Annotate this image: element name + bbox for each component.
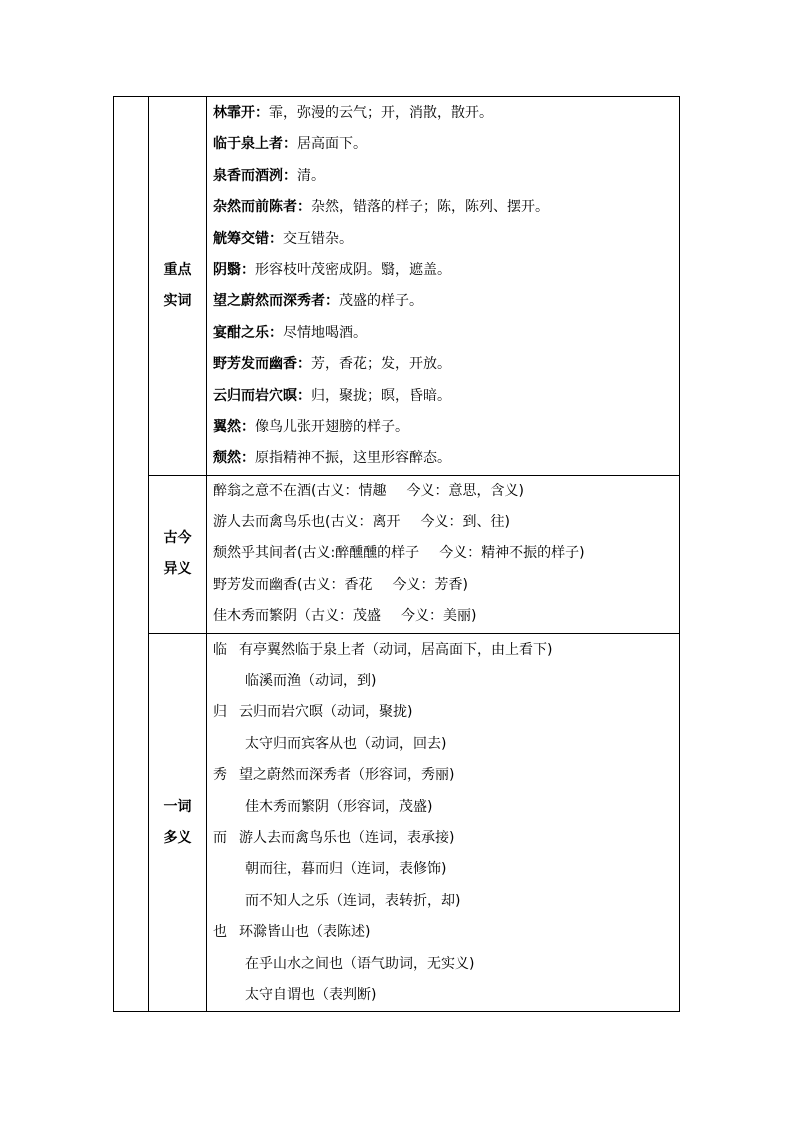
entry: 太守归而宾客从也（动词，回去) xyxy=(245,735,447,752)
entry: 而不知人之乐（连词，表转折，却) xyxy=(245,892,461,909)
entry: 也 环滁皆山也（表陈述) xyxy=(213,924,371,941)
entry: 朝而往，暮而归（连词，表修饰) xyxy=(245,861,447,878)
entry: 游人去而禽鸟乐也(古义：离开 今义：到、往) xyxy=(213,514,510,531)
entry: 野芳发而幽香：芳，香花；发，开放。 xyxy=(213,356,451,373)
entry: 杂然而前陈者：杂然，错落的样子；陈，陈列、摆开。 xyxy=(213,199,549,216)
header-ancient-modern: 古今 异义 xyxy=(149,475,207,633)
entry: 佳木秀而繁阴（形容词，茂盛) xyxy=(245,798,433,815)
entry: 翼然：像鸟儿张开翅膀的样子。 xyxy=(213,418,409,435)
entry: 颓然乎其间者(古义:醉醺醺的样子 今义：精神不振的样子) xyxy=(213,545,585,562)
notes-table xyxy=(113,96,680,1012)
row-ancient-modern xyxy=(114,475,680,633)
entry: 在乎山水之间也（语气助词，无实义) xyxy=(245,955,475,972)
entry: 颓然：原指精神不振，这里形容醉态。 xyxy=(213,450,451,467)
ancient-modern-content xyxy=(207,475,680,633)
polysemy-content xyxy=(207,633,680,1012)
entry: 而 游人去而禽鸟乐也（连词，表承接) xyxy=(213,830,455,847)
entry: 归 云归而岩穴暝（动词，聚拢) xyxy=(213,704,413,721)
header-polysemy: 一词 多义 xyxy=(149,633,207,1012)
row-polysemy xyxy=(114,633,680,1012)
entry: 佳木秀而繁阴（古义：茂盛 今义：美丽) xyxy=(213,608,477,625)
entry: 太守自谓也（表判断) xyxy=(245,986,377,1003)
entry: 泉香而酒洌：清。 xyxy=(213,167,325,184)
entry: 林霏开：霏，弥漫的云气；开，消散，散开。 xyxy=(213,105,493,121)
entry: 云归而岩穴暝：归，聚拢；暝，昏暗。 xyxy=(213,387,451,404)
entry: 野芳发而幽香(古义：香花 今义：芳香) xyxy=(213,576,468,593)
blank-column xyxy=(114,97,149,1012)
entry: 秀 望之蔚然而深秀者（形容词，秀丽) xyxy=(213,767,455,784)
row-key-words xyxy=(114,97,680,476)
entry: 临于泉上者：居高面下。 xyxy=(213,136,367,153)
entry: 醉翁之意不在酒(古义：情趣 今义：意思，含义) xyxy=(213,482,524,499)
key-words-content xyxy=(207,97,680,476)
entry: 阴翳：形容枝叶茂密成阴。翳，遮盖。 xyxy=(213,261,451,278)
header-key-words: 重点 实词 xyxy=(149,97,207,476)
entry: 觥筹交错：交互错杂。 xyxy=(213,230,353,247)
entry: 临溪而渔（动词，到) xyxy=(245,673,377,690)
entry: 望之蔚然而深秀者：茂盛的样子。 xyxy=(213,293,423,310)
entry: 宴酣之乐：尽情地喝酒。 xyxy=(213,324,367,341)
entry: 临 有亭翼然临于泉上者（动词，居高面下，由上看下) xyxy=(213,641,553,658)
